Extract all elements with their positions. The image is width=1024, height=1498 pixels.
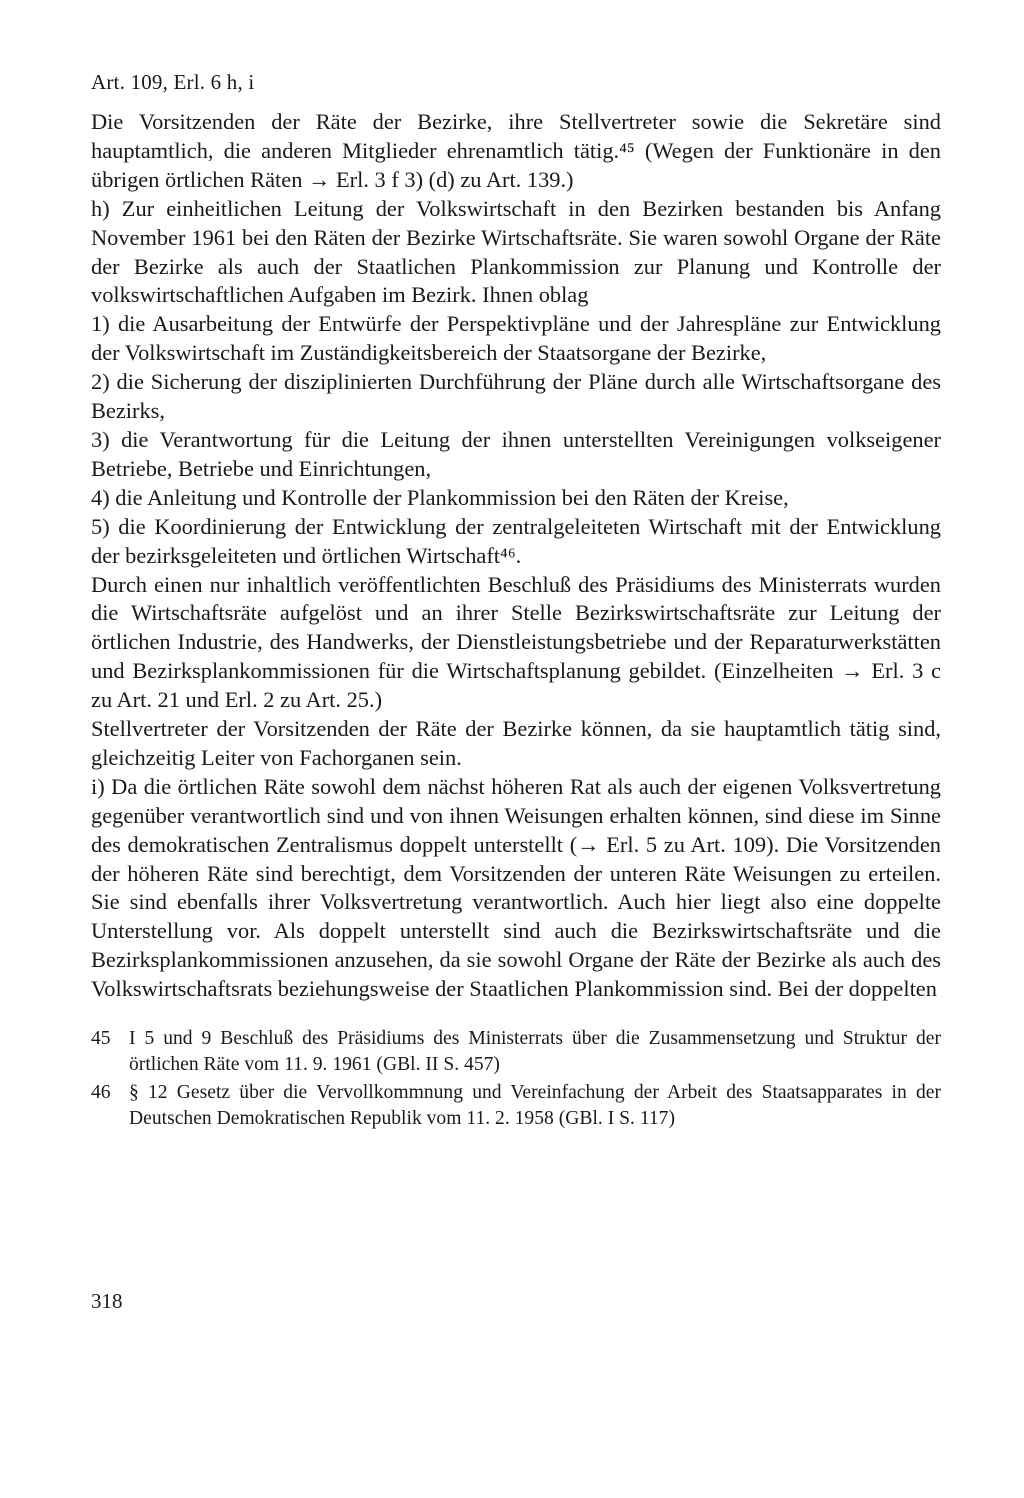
list-item-1: 1) die Ausarbeitung der Entwürfe der Perspektivpläne und der Jahrespläne zur Entwicklung der Volkswirtschaft im Zuständigkeitsbereich der Staatsorgane der Bezirke, (91, 311, 941, 366)
paragraph-i: i) Da die örtlichen Räte sowohl dem nächst höheren Rat als auch der eigenen Volksvertretung gegenüber verantwortlich sind und von ihnen Weisungen erhalten können, sind diese im Sinne des demokratischen Zentralismus doppelt unterstellt (→ Erl. 5 zu Art. 109). Die Vorsitzenden der höheren Räte sind berechtigt, dem Vorsitzenden der unteren Räte Weisungen zu erteilen. Sie sind ebenfalls ihrer Volksvertretung verantwortlich. Auch hier liegt also eine doppelte Unterstellung vor. Als doppelt unterstellt sind auch die Bezirkswirtschaftsräte und die Bezirksplankommissionen anzusehen, da sie sowohl Organe der Räte der Bezirke als auch des Volkswirtschaftsrats beziehungsweise der Staatlichen Plankommission sind. Bei der doppelten (91, 773, 941, 1002)
footnote-text: § 12 Gesetz über die Vervollkommnung und Vereinfachung der Arbeit des Staatsapparates in der Deutschen Demokratischen Republik vom 11. 2. 1958 (GBl. I S. 117) (129, 1082, 941, 1130)
footnotes (91, 1026, 941, 1132)
paragraph-beschluss: Durch einen nur inhaltlich veröffentlichten Beschluß des Präsidiums des Ministerrats wurden die Wirtschaftsräte aufgelöst und an ihrer Stelle Bezirkswirtschaftsräte zur Leitung der örtlichen Industrie, des Handwerks, der Dienstleistungsbetriebe und der Reparaturwerkstätten und Bezirksplankommissionen für die Wirtschaftsplanung gebildet. (Einzelheiten → Erl. 3 c zu Art. 21 und Erl. 2 zu Art. 25.) (91, 571, 941, 713)
document-page (91, 68, 941, 1134)
list-item-5: 5) die Koordinierung der Entwicklung der zentralgeleiteten Wirtschaft mit der Entwicklung der bezirksgeleiteten und örtlichen Wirtschaft⁴⁶. (91, 513, 941, 568)
list-item-4: 4) die Anleitung und Kontrolle der Plankommission bei den Räten der Kreise, (91, 484, 789, 510)
footnote-number: 46 (91, 1082, 111, 1104)
paragraph-h: h) Zur einheitlichen Leitung der Volkswirtschaft in den Bezirken bestanden bis Anfang November 1961 bei den Räten der Bezirke Wirtschaftsräte. Sie waren sowohl Organe der Räte der Bezirke als auch der Staatlichen Plankommission zur Planung und Kontrolle der volkswirtschaftlichen Aufgaben im Bezirk. Ihnen oblag (91, 195, 941, 308)
footnote (91, 1080, 941, 1132)
footnote-text: I 5 und 9 Beschluß des Präsidiums des Ministerrats über die Zusammensetzung und Struktur der örtlichen Räte vom 11. 9. 1961 (GBl. II S. 457) (129, 1028, 941, 1076)
body-text (91, 108, 941, 1004)
page-number: 318 (91, 1289, 123, 1313)
running-head: Art. 109, Erl. 6 h, i (91, 70, 255, 94)
footnote-number: 45 (91, 1028, 111, 1050)
footnote (91, 1026, 941, 1078)
paragraph-stellvertreter: Stellvertreter der Vorsitzenden der Räte der Bezirke können, da sie hauptamtlich tätig sind, gleichzeitig Leiter von Fachorganen sein. (91, 716, 941, 770)
list-item-2: 2) die Sicherung der disziplinierten Durchführung der Pläne durch alle Wirtschaftsorgane des Bezirks, (91, 369, 941, 424)
paragraph-intro: Die Vorsitzenden der Räte der Bezirke, ihre Stellvertreter sowie die Sekretäre sind hauptamtlich, die anderen Mitglieder ehrenamtlich tätig.⁴⁵ (Wegen der Funktionäre in den übrigen örtlichen Räten → Erl. 3 f 3) (d) zu Art. 139.) (91, 109, 941, 192)
list-item-3: 3) die Verantwortung für die Leitung der ihnen unterstellten Vereinigungen volkseigener Betriebe, Betriebe und Einrichtungen, (91, 426, 941, 481)
